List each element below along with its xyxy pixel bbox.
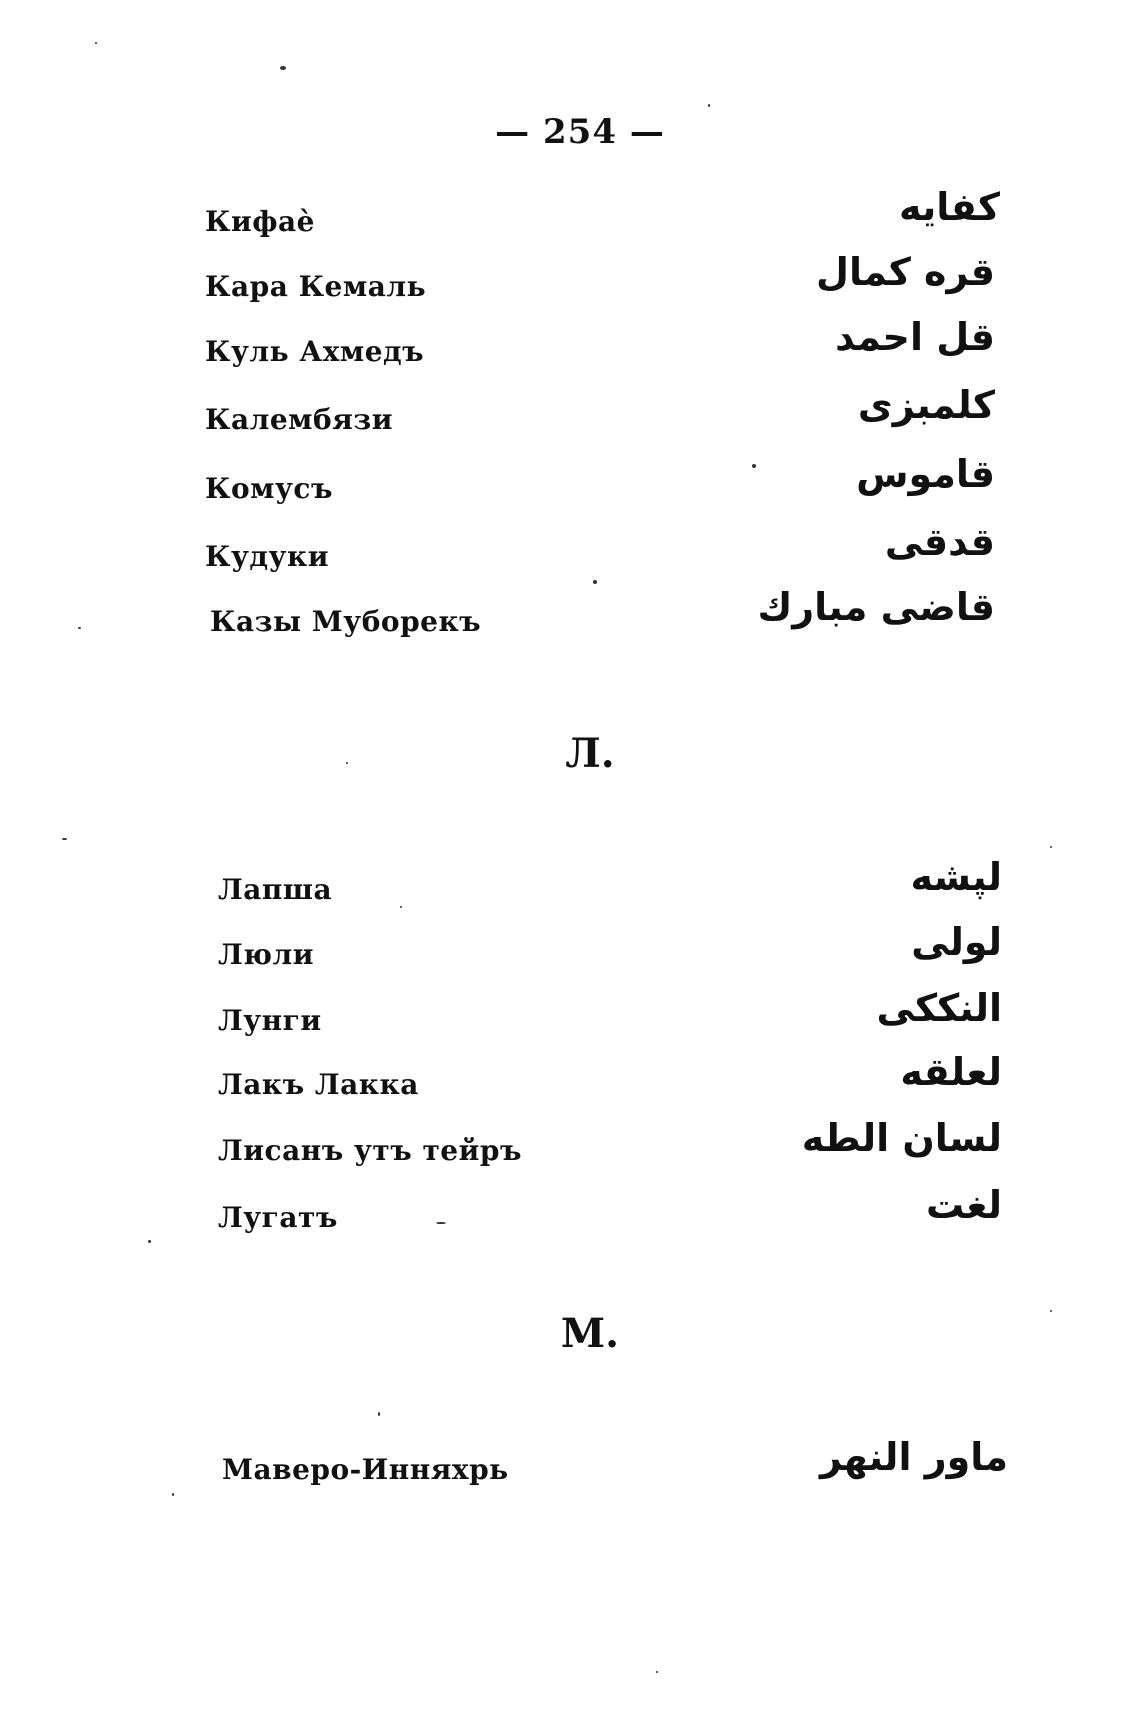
list-item xyxy=(0,855,1140,915)
scan-speck xyxy=(346,762,348,764)
arabic-term: ماور النهر xyxy=(819,1435,1008,1479)
russian-term: Маверо-Инняхрь xyxy=(222,1453,509,1486)
list-item xyxy=(0,520,1140,580)
list-item xyxy=(0,1050,1140,1110)
list-item xyxy=(0,250,1140,310)
scan-speck xyxy=(1050,1310,1052,1312)
arabic-term: قره كمال xyxy=(816,250,995,294)
arabic-term: لسان الطه xyxy=(801,1116,1002,1160)
russian-term: Кара Кемаль xyxy=(205,270,427,303)
arabic-term: لعلقه xyxy=(900,1050,1002,1094)
scan-speck xyxy=(708,104,710,107)
russian-term: Калембязи xyxy=(205,403,393,436)
scan-speck xyxy=(280,66,286,70)
scan-speck xyxy=(436,1222,446,1224)
section-heading-m: М. xyxy=(560,1310,620,1357)
list-item xyxy=(0,383,1140,443)
arabic-term: كفايه xyxy=(898,185,1000,229)
page-number: — 254 — xyxy=(495,112,665,152)
section-heading-l: Л. xyxy=(565,730,615,777)
scan-speck xyxy=(593,580,597,584)
scan-speck xyxy=(378,1412,380,1416)
scan-speck xyxy=(62,838,67,840)
arabic-term: قدقى xyxy=(884,520,995,564)
russian-term: Люли xyxy=(218,938,314,971)
russian-term: Лакъ Лакка xyxy=(218,1068,419,1101)
scan-speck xyxy=(400,906,402,908)
arabic-term: قاموس xyxy=(856,452,995,496)
russian-term: Кифаѐ xyxy=(205,205,315,238)
russian-term: Кудуки xyxy=(205,540,329,573)
scan-speck xyxy=(752,464,756,468)
russian-term: Комусъ xyxy=(205,472,333,505)
list-item xyxy=(0,452,1140,512)
arabic-term: قاضى مبارك xyxy=(757,585,995,629)
arabic-term: لپشه xyxy=(910,855,1002,899)
list-item xyxy=(0,585,1140,645)
russian-term: Лунги xyxy=(218,1004,322,1037)
list-item xyxy=(0,1183,1140,1243)
arabic-term: لغت xyxy=(926,1183,1002,1227)
arabic-term: كلمبزى xyxy=(857,383,995,427)
russian-term: Лапша xyxy=(218,873,333,906)
scan-speck xyxy=(78,627,81,629)
list-item xyxy=(0,1116,1140,1176)
scan-speck xyxy=(172,1493,174,1496)
list-item xyxy=(0,920,1140,980)
russian-term: Казы Муборекъ xyxy=(210,605,482,638)
scan-speck xyxy=(656,1671,658,1673)
list-item xyxy=(0,185,1140,245)
list-item xyxy=(0,986,1140,1046)
russian-term: Лугатъ xyxy=(218,1201,338,1234)
scan-speck xyxy=(148,1240,151,1243)
russian-term: Лисанъ утъ тейръ xyxy=(218,1134,522,1167)
scan-speck xyxy=(1050,846,1052,848)
list-item xyxy=(0,315,1140,375)
russian-term: Куль Ахмедъ xyxy=(205,335,425,368)
arabic-term: لولى xyxy=(911,920,1002,964)
arabic-term: قل احمد xyxy=(835,315,995,359)
list-item xyxy=(0,1435,1140,1495)
scan-speck xyxy=(95,42,97,44)
arabic-term: النككى xyxy=(876,986,1002,1030)
